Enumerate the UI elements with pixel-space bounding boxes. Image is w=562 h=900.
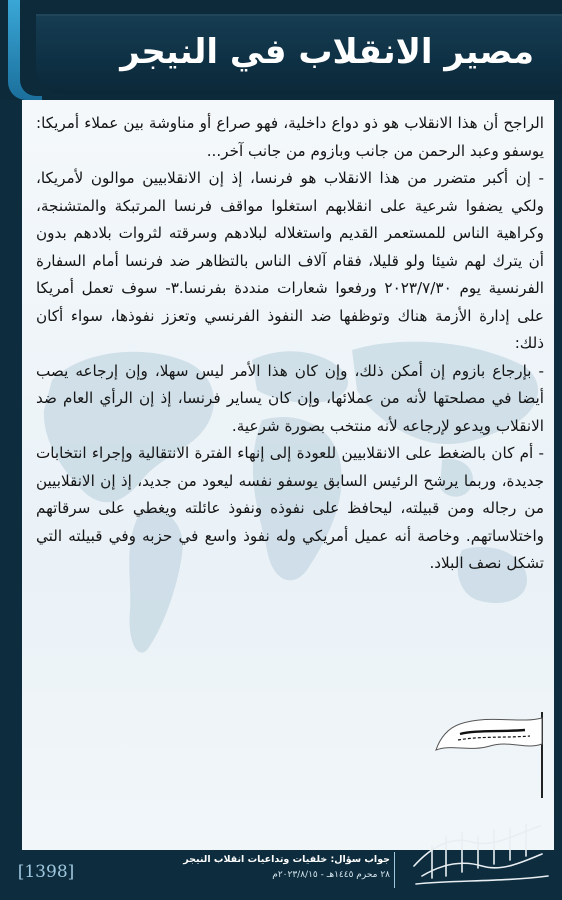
calligraphy-emblem-icon <box>402 806 552 890</box>
source-title: جواب سؤال: خلفيات وتداعيات انقلاب النيجر <box>183 854 390 865</box>
article-body <box>36 110 544 578</box>
content-page <box>22 100 554 850</box>
paragraph: - إن أكبر متضرر من هذا الانقلاب هو فرنسا، إذ إن الانقلابيين موالون لأمريكا، ولكي يضفوا شرعية على انقلابهم استغلوا مواقف فرنسا المرتبكة والمتشنجة، وكراهية الناس للمستعمر القديم واستغلاله لبلادهم وسرقته لثروات بلادهم بدون أن يترك لهم شيئا ولو قليلا، فقام آلاف الناس بالتظاهر ضد فرنسا أمام السفارة الفرنسية يوم ٢٠٢٣/٧/٣٠ ورفعوا شعارات منددة بفرنسا.٣- سوف تعمل أمريكا على إدارة الأزمة هناك وتوظفها ضد النفوذ الفرنسي وتعزز نفوذها، سواء أكان ذلك: <box>36 169 545 352</box>
black-banner-flag-icon <box>430 710 550 800</box>
source-date: ٢٨ محرم ١٤٤٥هـ - ٢٠٢٣/٨/١٥م <box>272 870 390 880</box>
header-bar <box>0 0 562 100</box>
page-number: [1398] <box>17 862 75 882</box>
paragraph: - بإرجاع بازوم إن أمكن ذلك، وإن كان هذا الأمر ليس سهلا، وإن إرجاعه يصب أيضا في مصلحتها لأنه من عملائها، وإن كان يساير فرنسا، إذ إن الرأي العام ضد الانقلاب ويدعو لإرجاعه لأنه منتخب بصورة شرعية. <box>36 361 544 435</box>
page-title: مصير الانقلاب في النيجر <box>120 32 534 72</box>
paragraph: الراجح أن هذا الانقلاب هو ذو دواع داخلية، فهو صراع أو مناوشة بين عملاء أمريكا: يوسفو وعبد الرحمن من جانب وبازوم من جانب آخر... <box>36 114 544 160</box>
paragraph: - أم كان بالضغط على الانقلابيين للعودة إلى إنهاء الفترة الانتقالية وإجراء انتخابات جديدة، وربما يرشح الرئيس السابق يوسفو نفسه ليعود من جديد، إذ إن الانقلابيين من رجاله ومن قبيلته، ليحافظ على نفوذه ونفوذ عائلته ويغطي على سرقاتهم واختلاساتهم. وخاصة أنه عميل أمريكي وله نفوذ واسع في حزبه وفي قبيلته التي تشكل نصف البلاد. <box>36 444 544 572</box>
footer-divider <box>394 852 395 888</box>
